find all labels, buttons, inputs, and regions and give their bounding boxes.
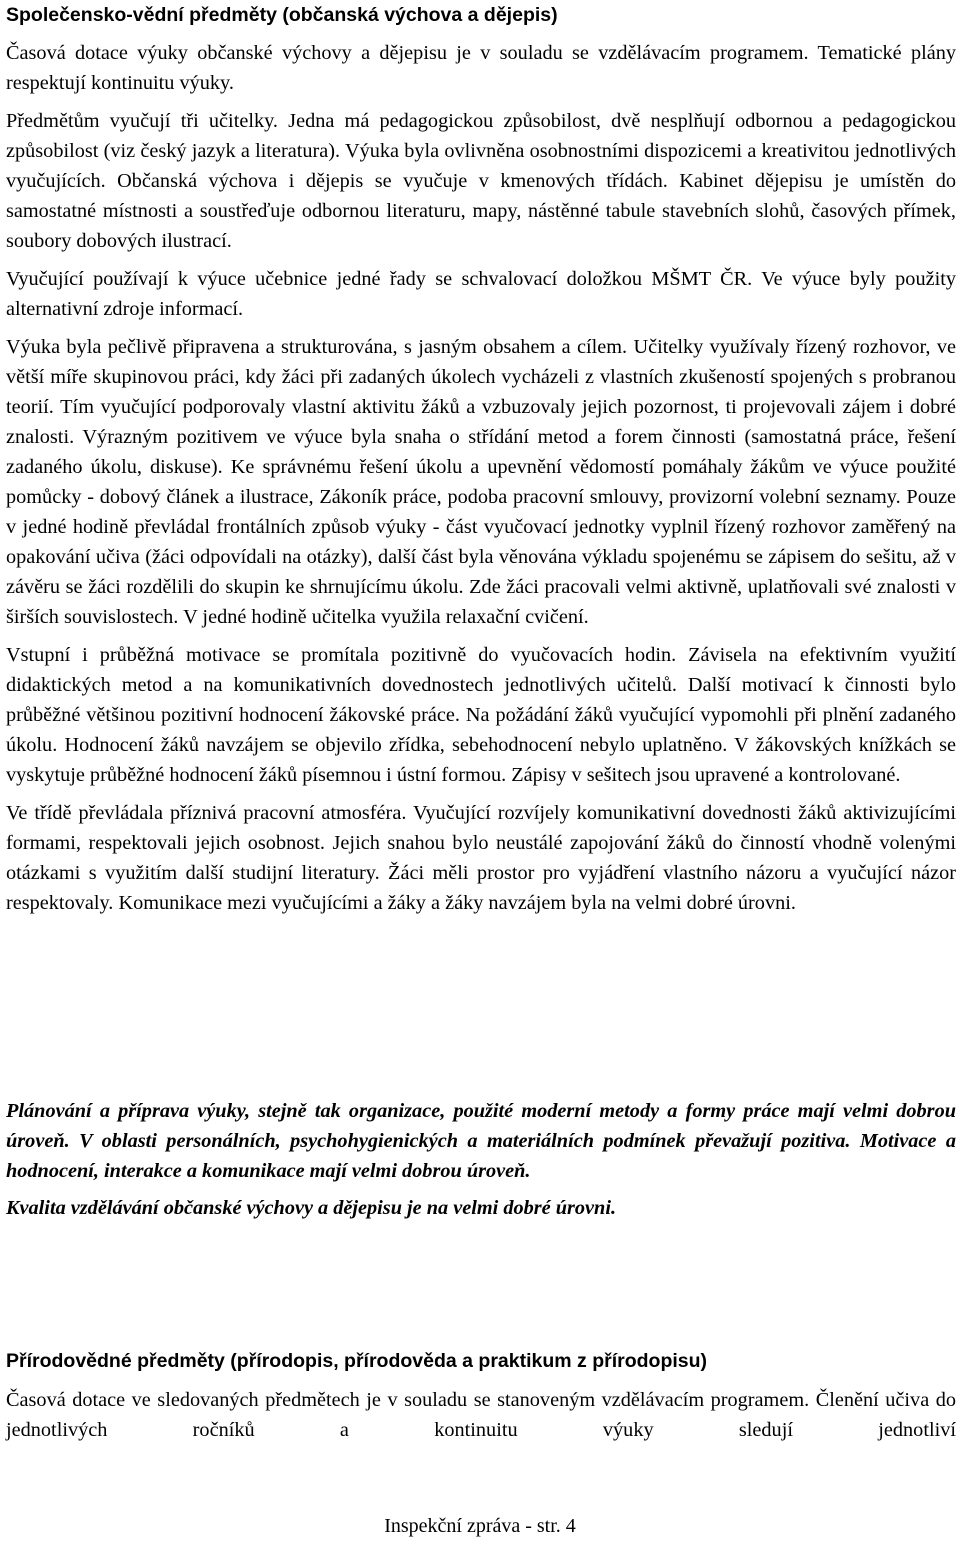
section-body-natural-sciences: [6, 1385, 956, 1445]
paragraph-teaching-methods: Výuka byla pečlivě připravena a strukturována, s jasným obsahem a cílem. Učitelky využívaly řízený rozhovor, ve větší míře skupinovou práci, kdy žáci při zadaných úkolech vycházeli z vlastních zkušeností spojených s probranou teorií. Tím vyučující podporovaly vlastní aktivitu žáků a vzbuzovaly jejich pozornost, ti projevovali zájem i dobré znalosti. Výrazným pozitivem ve výuce byla snaha o střídání metod a forem činnosti (samostatná práce, řešení zadaného úkolu, diskuse). Ke správnému řešení úkolu a upevnění vědomostí pomáhaly žákům ve výuce použité pomůcky - dobový článek a ilustrace, Zákoník práce, podoba pracovní smlouvy, provizorní volební seznamy. Pouze v jedné hodině převládal frontálních způsob výuky - část vyučovací jednotky vyplnil řízený rozhovor zaměřený na opakování učiva (žáci odpovídali na otázky), další část byla věnována výkladu spojenému se zápisem do sešitu, až v závěru se žáci rozdělili do skupin ke shrnujícímu úkolu. Zde žáci pracovali velmi aktivně, uplatňovali své znalosti v širších souvislostech. V jedné hodině učitelka využila relaxační cvičení.: [6, 336, 956, 628]
paragraph-atmosphere: Ve třídě převládala příznivá pracovní atmosféra. Vyučující rozvíjely komunikativní dovednosti žáků aktivizujícími formami, respektovali jejich osobnost. Jejich snahou bylo neustálé zapojování žáků do činností vhodně volenými otázkami s využitím další studijní literatury. Žáci měli prostor pro vyjádření vlastního názoru a vyučující názor respektovaly. Komunikace mezi vyučujícími a žáky a žáky navzájem byla na velmi dobré úrovni.: [6, 802, 956, 914]
section-heading-social-sciences: Společensko-vědní předměty (občanská výchova a dějepis): [6, 4, 558, 26]
paragraph-teachers: Předmětům vyučují tři učitelky. Jedna má pedagogickou způsobilost, dvě nesplňují odbornou a pedagogickou způsobilost (viz český jazyk a literatura). Výuka byla ovlivněna osobnostními dispozicemi a kreativitou jednotlivých vyučujících. Občanská výchova i dějepis se vyučuje v kmenových třídách. Kabinet dějepisu je umístěn do samostatné místnosti a soustřeďuje odbornou literaturu, mapy, nástěnné tabule stavebních slohů, časových přímek, soubory dobových ilustrací.: [6, 110, 956, 252]
section-body-social-sciences: [6, 38, 956, 926]
conclusion-summary: Plánování a příprava výuky, stejně tak organizace, použité moderní metody a formy práce mají velmi dobrou úroveň. V oblasti personálních, psychohygienických a materiálních podmínek převažují pozitiva. Motivace a hodnocení, interakce a komunikace mají velmi dobrou úroveň.: [6, 1100, 956, 1182]
paragraph-motivation: Vstupní i průběžná motivace se promítala pozitivně do vyučovacích hodin. Závisela na efektivním využití didaktických metod a na komunikativních dovednostech jednotlivých učitelů. Další motivací k činnosti bylo průběžné většinou pozitivní hodnocení žákovské práce. Na požádání žáků vyučující vypomohli při plnění zadaného úkolu. Hodnocení žáků navzájem se objevilo zřídka, sebehodnocení nebylo uplatněno. V žákovských knížkách se vyskytuje průběžné hodnocení žáků písemnou i ústní formou. Zápisy v sešitech jsou upravené a kontrolované.: [6, 644, 956, 786]
paragraph-textbooks: Vyučující používají k výuce učebnice jedné řady se schvalovací doložkou MŠMT ČR. Ve výuce byly použity alternativní zdroje informací.: [6, 268, 956, 320]
paragraph-natural-sciences: Časová dotace ve sledovaných předmětech je v souladu se stanoveným vzdělávacím programem. Členění učiva do jednotlivých ročníků a kontinuitu výuky sledují jednotliví: [6, 1389, 956, 1441]
conclusion-quality: Kvalita vzdělávání občanské výchovy a dějepisu je na velmi dobré úrovni.: [6, 1197, 617, 1219]
section-heading-natural-sciences: Přírodovědné předměty (přírodopis, přírodověda a praktikum z přírodopisu): [6, 1350, 708, 1372]
section-conclusions: [6, 1096, 956, 1230]
page-footer: Inspekční zpráva - str. 4: [384, 1515, 576, 1537]
paragraph-time-allocation: Časová dotace výuky občanské výchovy a dějepisu je v souladu se vzdělávacím programem. Tematické plány respektují kontinuitu výuky.: [6, 42, 956, 94]
